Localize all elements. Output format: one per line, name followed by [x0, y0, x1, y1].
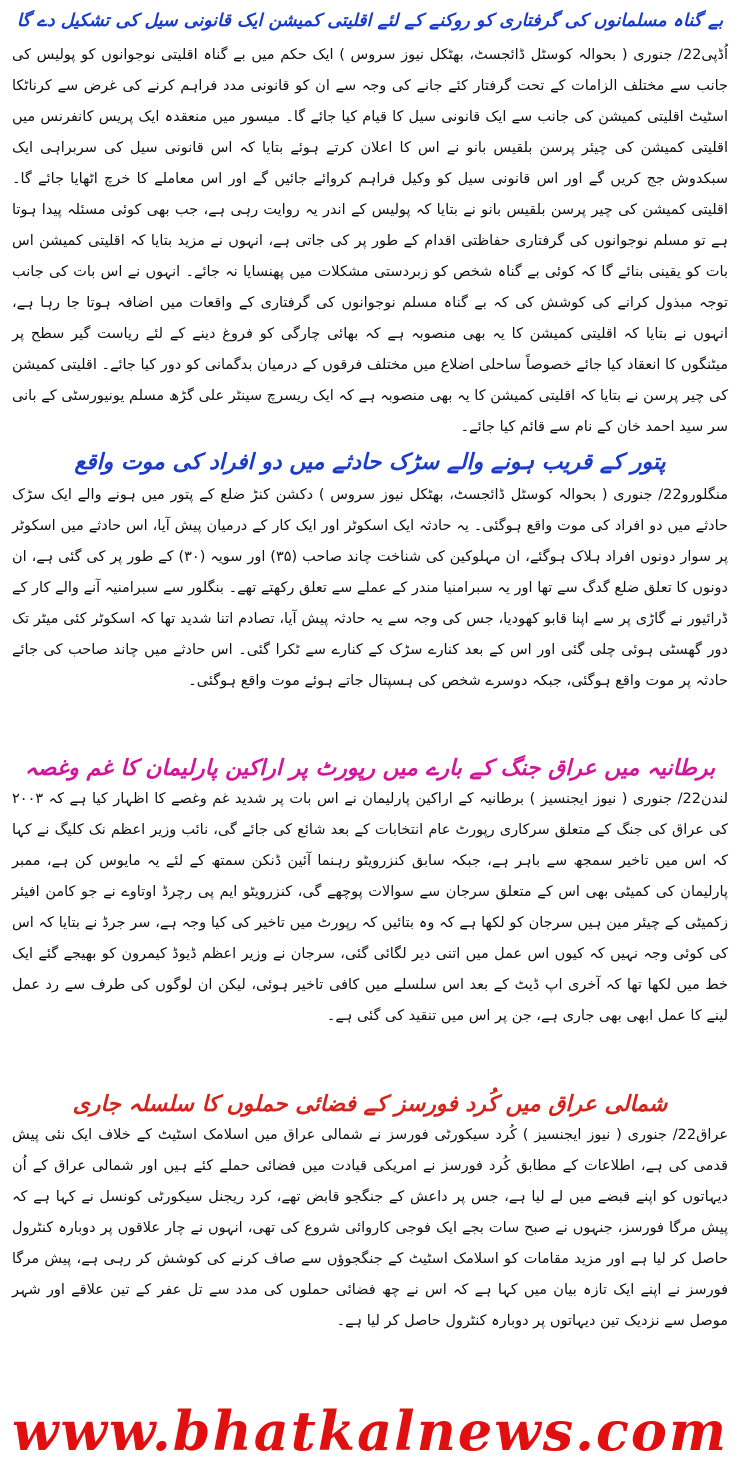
- article-body-iraq-war-report: لندن22/ جنوری ( نیوز ایجنسیز ) برطانیہ کے اراکین پارلیمان نے اس بات پر شدید غم وغصے کا اظہار کیا ہے کہ ۲۰۰۳ کی عراق کی جنگ کے متعلق سرکاری رپورٹ عام انتخابات کے بعد شائع کی جائے گی، نائب وزیر اعظم نک کلیگ نے کہا کہ اس میں تاخیر سمجھ سے باہر ہے، جبکہ سابق کنزرویٹو رہنما آئین ڈنکن سمتھ کے لئے یہ مایوس کن ہے، ممبر پارلیمان کی کمیٹی بھی اس کے متعلق سرجان سے سوالات پوچھے گی، کنزرویٹو ایم پی رچرڈ اوتاوے نے جو کامن افیئر زکمیٹی کے چیئر مین ہیں سرجان کو لکھا ہے کہ وہ بتائیں کہ رپورٹ میں تاخیر کی کیا وجہ ہے، سر جرڈ نے بتایا کہ اس کی کوئی وجہ نہیں کہ کیوں اس عمل میں اتنی دیر لگائی گئی، سرجان نے وزیر اعظم ڈیوڈ کیمرون کو بھیجے گئے ایک خط میں لکھا تھا کہ آخری اپ ڈیٹ کے بعد اس سلسلے میں کافی تاخیر ہوئی، لیکن ان لوگوں کی طرف سے رد عمل لینے کا عمل ابھی بھی جاری ہے، جن پر اس میں تنقید کی گئی ہے۔: [12, 791, 728, 1024]
- article-puttur-accident: [10, 442, 730, 748]
- article-minority-commission: [10, 0, 730, 442]
- headline-puttur-accident: پتور کے قریب ہونے والے سڑک حادثے میں دو افراد کی موت واقع: [74, 450, 666, 475]
- website-watermark: www.bhatkalnews.com: [11, 1399, 729, 1463]
- headline-minority-commission: بے گناہ مسلمانوں کی گرفتاری کو روکنے کے لئے اقلیتی کمیشن ایک قانونی سیل کی تشکیل دے گا: [16, 11, 724, 31]
- headline-kurdish-airstrikes: شمالی عراق میں کُرد فورسز کے فضائی حملوں کا سلسلہ جاری: [72, 1092, 668, 1117]
- headline-iraq-war-report: برطانیہ میں عراق جنگ کے بارے میں رپورٹ پر اراکین پارلیمان کا غم وغصہ: [24, 756, 716, 781]
- article-body-minority-commission: اُڈپی22/ جنوری ( بحوالہ کوسٹل ڈائجسٹ، بھٹکل نیوز سروس ) ایک حکم میں بے گناہ اقلیتی نوجوانوں کو پولیس کی جانب سے مختلف الزامات کے تحت گرفتار کئے جانے کی وجہ سے ان کو قانونی مدد فراہم کرنے کی غرض سے کرناٹکا اسٹیٹ اقلیتی کمیشن کی جانب سے ایک قانونی سیل کا قیام کیا جائے گا۔ میسور میں منعقدہ ایک پریس کانفرنس میں اقلیتی کمیشن کی چیئر پرسن بلقیس بانو نے اس کا اعلان کرتے ہوئے بتایا کہ اس قانونی سیل کی سربراہی ایک سبکدوش جج کریں گے اور اس قانونی سیل کو وکیل فراہم کروائے جائیں گے اور اس معاملے کا خرچ اٹھایا جائے گا۔ اقلیتی کمیشن کی چیر پرسن بلقیس بانو نے بتایا کہ پولیس کے اندر یہ روایت رہی ہے، جب بھی کوئی مسئلہ پیدا ہوتا ہے تو مسلم نوجوانوں کی گرفتاری حفاظتی اقدام کے طور پر کی جاتی ہے، انہوں نے مزید بتایا کہ اقلیتی کمیشن اس بات کو یقینی بنائے گا کہ کوئی بے گناہ شخص کو زبردستی مشکلات میں پھنسایا نہ جائے۔ انہوں نے اس بات کی جانب توجہ مبذول کرانے کی کوشش کی کہ بے گناہ مسلم نوجوانوں کی گرفتاری کے واقعات میں اضافہ ہوتا جا رہا ہے، انہوں نے بتایا کہ اقلیتی کمیشن کا یہ بھی منصوبہ ہے کہ بھائی چارگی کو فروغ دینے کے لئے ریاست گیر سطح پر میٹنگوں کا انعقاد کیا جائے خصوصاً ساحلی اضلاع میں مختلف فرقوں کے درمیان بدگمانی کو دور کیا جائے۔ اقلیتی کمیشن کی چیر پرسن نے بتایا کہ اقلیتی کمیشن کا یہ بھی منصوبہ ہے کہ ایک ریسرچ سینٹر علی گڑھ مسلم یونیورسٹی کے بانی سر سید احمد خان کے نام سے قائم کیا جائے۔: [12, 47, 728, 435]
- article-body-puttur-accident: منگلورو22/ جنوری ( بحوالہ کوسٹل ڈائجسٹ، بھٹکل نیوز سروس ) دکشن کنڑ ضلع کے پتور میں ہونے والے ایک سڑک حادثے میں دو افراد کی موت واقع ہوگئی۔ یہ حادثہ ایک اسکوٹر اور ایک کار کے درمیان پیش آیا، اس حادثے میں اسکوٹر پر سوار دونوں افراد ہلاک ہوگئے، ان مہلوکین کی شناخت چاند صاحب (۳۵) اور سویہ (۳۰) کے طور پر کی گئی ہے، ان دونوں کا تعلق ضلع گدگ سے تھا اور یہ سبرامنیا مندر کے عملے سے تعلق رکھتے تھے۔ بنگلور سے سبرامنیہ آنے والے کار کے ڈرائیور نے گاڑی پر سے اپنا قابو کھودیا، جس کی وجہ سے یہ حادثہ پیش آیا، تصادم اتنا شدید تھا کہ اسکوٹر کئی میٹر تک دور گھسٹی ہوئی چلی گئی اور اس کے بعد کنارے سڑک کے کنارے سے ٹکرا گئی۔ اس حادثے میں چاند صاحب کی جائے حادثہ پر موت واقع ہوگئی، جبکہ دوسرے شخص کی ہسپتال جاتے ہوئے موت واقع ہوگئی۔: [12, 487, 728, 689]
- article-body-kurdish-airstrikes: عراق22/ جنوری ( نیوز ایجنسیز ) کُرد سیکورٹی فورسز نے شمالی عراق میں اسلامک اسٹیٹ کے خلاف ایک نئی پیش قدمی کی ہے، اطلاعات کے مطابق کُرد فورسز نے امریکی قیادت میں فضائی حملے کئے ہیں اور شمالی عراق کے اُن دیہاتوں کو اپنے قبضے میں لے لیا ہے، جس پر داعش کے جنگجو قابض تھے، کرد ریجنل سیکورٹی کونسل نے کہا ہے کہ پیش مرگا فورسز، جنہوں نے صبح سات بجے ایک فوجی کاروائی شروع کی تھی، انہوں نے چار علاقوں پر دوبارہ کنٹرول حاصل کر لیا ہے اور مزید مقامات کو اسلامک اسٹیٹ کے جنگجوؤں سے صاف کرنے کی کوشش کر رہی ہے، پیش مرگا فورسز نے اپنے ایک تازہ بیان میں کہا ہے کہ اس نے چھ فضائی حملوں کی مدد سے تل عفر کے تین علاقے اور شہر موصل سے نزدیک تین دیہاتوں پر دوبارہ کنٹرول حاصل کر لیا ہے۔: [12, 1127, 728, 1329]
- article-kurdish-airstrikes: [10, 1084, 730, 1348]
- article-iraq-war-report: [10, 748, 730, 1084]
